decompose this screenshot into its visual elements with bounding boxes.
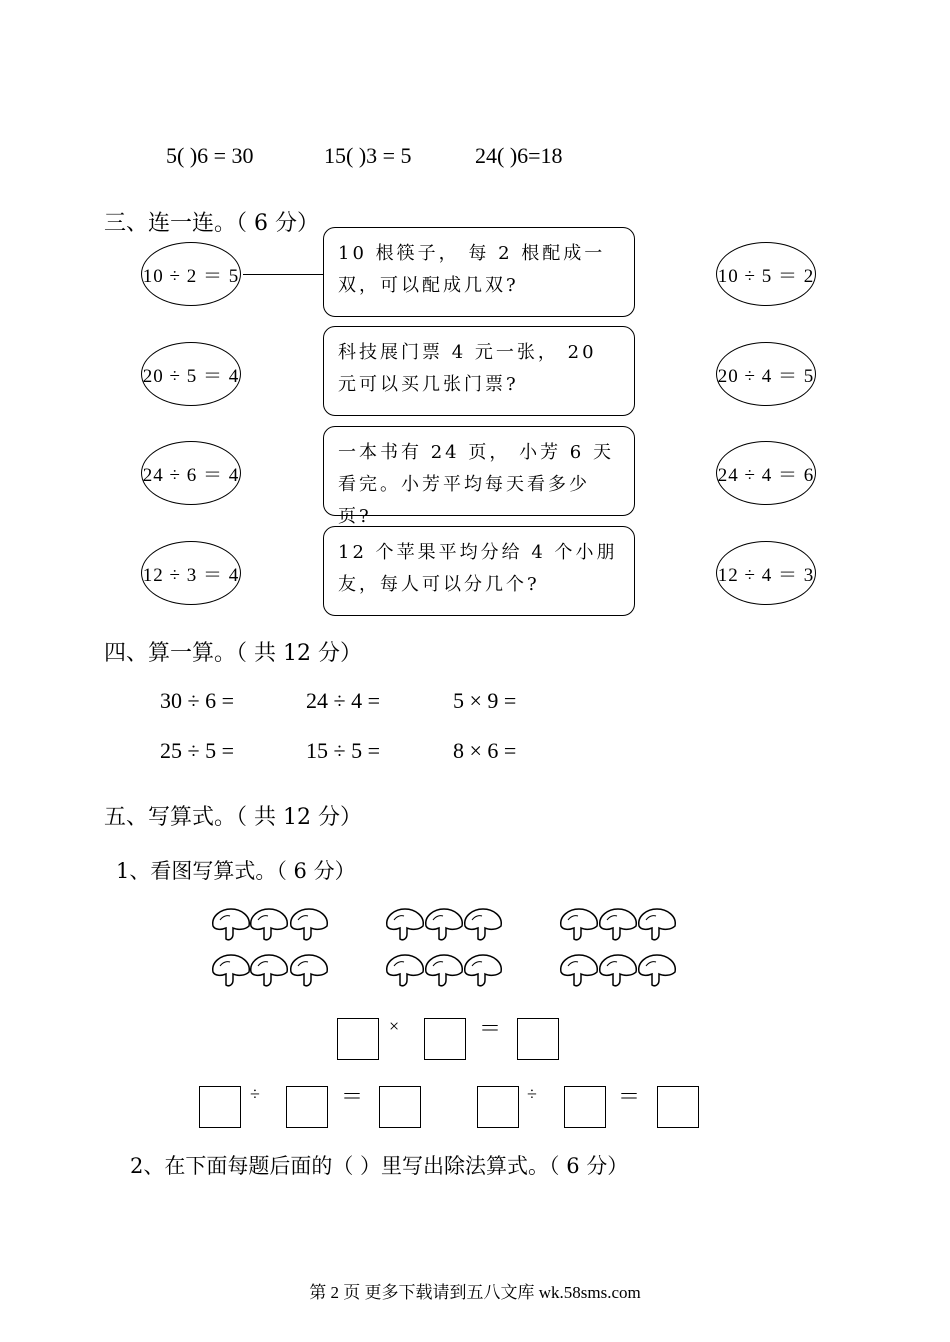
equation-3: 24( )6=18 bbox=[475, 143, 563, 168]
sub1-title: 1、看图写算式。（ 6 分） bbox=[116, 859, 356, 883]
calc-2: 24 ÷ 4 = bbox=[306, 688, 380, 713]
section3-title: 三、连一连。（ 6 分） bbox=[104, 211, 319, 236]
left-oval-3: 24 ÷ 6 ＝ 4 bbox=[141, 441, 241, 505]
right-oval-1: 10 ÷ 5 ＝ 2 bbox=[716, 242, 816, 306]
question-box-3: 一本书有 24 页， 小芳 6 天看完。小芳平均每天看多少页? bbox=[323, 426, 635, 516]
equals-sign: ＝ bbox=[341, 1084, 364, 1109]
answer-box[interactable] bbox=[564, 1086, 606, 1128]
connector-line bbox=[243, 274, 323, 275]
right-oval-3: 24 ÷ 4 ＝ 6 bbox=[716, 441, 816, 505]
mushroom-group-3 bbox=[561, 909, 676, 986]
answer-box[interactable] bbox=[424, 1018, 466, 1060]
equation-2: 15( )3 = 5 bbox=[324, 143, 412, 168]
sub2-title: 2、在下面每题后面的（ ）里写出除法算式。（ 6 分） bbox=[130, 1154, 629, 1178]
right-oval-4: 12 ÷ 4 ＝ 3 bbox=[716, 541, 816, 605]
answer-box[interactable] bbox=[477, 1086, 519, 1128]
mushroom-group-2 bbox=[387, 909, 502, 986]
page-footer: 第 2 页 更多下载请到五八文库 wk.58sms.com bbox=[309, 1283, 641, 1302]
times-sign: × bbox=[389, 1016, 400, 1036]
answer-box[interactable] bbox=[379, 1086, 421, 1128]
equals-sign: ＝ bbox=[479, 1016, 502, 1041]
section4-title: 四、算一算。（ 共 12 分） bbox=[104, 641, 362, 666]
calc-1: 30 ÷ 6 = bbox=[160, 688, 234, 713]
left-oval-1: 10 ÷ 2 ＝ 5 bbox=[141, 242, 241, 306]
right-oval-2: 20 ÷ 4 ＝ 5 bbox=[716, 342, 816, 406]
left-oval-4: 12 ÷ 3 ＝ 4 bbox=[141, 541, 241, 605]
answer-box[interactable] bbox=[199, 1086, 241, 1128]
answer-box[interactable] bbox=[657, 1086, 699, 1128]
answer-box[interactable] bbox=[517, 1018, 559, 1060]
mushroom-picture bbox=[205, 900, 685, 1000]
question-box-2: 科技展门票 4 元一张， 20 元可以买几张门票? bbox=[323, 326, 635, 416]
question-box-4: 12 个苹果平均分给 4 个小朋友，每人可以分几个? bbox=[323, 526, 635, 616]
section5-title: 五、写算式。（ 共 12 分） bbox=[104, 805, 362, 830]
calc-5: 15 ÷ 5 = bbox=[306, 738, 380, 763]
calc-6: 8 × 6 = bbox=[453, 738, 517, 763]
equation-1: 5( )6 = 30 bbox=[166, 143, 254, 168]
divide-sign: ÷ bbox=[250, 1084, 260, 1104]
equals-sign: ＝ bbox=[618, 1084, 641, 1109]
mushroom-group-1 bbox=[213, 909, 328, 986]
calc-3: 5 × 9 = bbox=[453, 688, 517, 713]
answer-box[interactable] bbox=[337, 1018, 379, 1060]
divide-sign: ÷ bbox=[527, 1084, 537, 1104]
left-oval-2: 20 ÷ 5 ＝ 4 bbox=[141, 342, 241, 406]
calc-4: 25 ÷ 5 = bbox=[160, 738, 234, 763]
answer-box[interactable] bbox=[286, 1086, 328, 1128]
question-box-1: 10 根筷子， 每 2 根配成一双，可以配成几双? bbox=[323, 227, 635, 317]
